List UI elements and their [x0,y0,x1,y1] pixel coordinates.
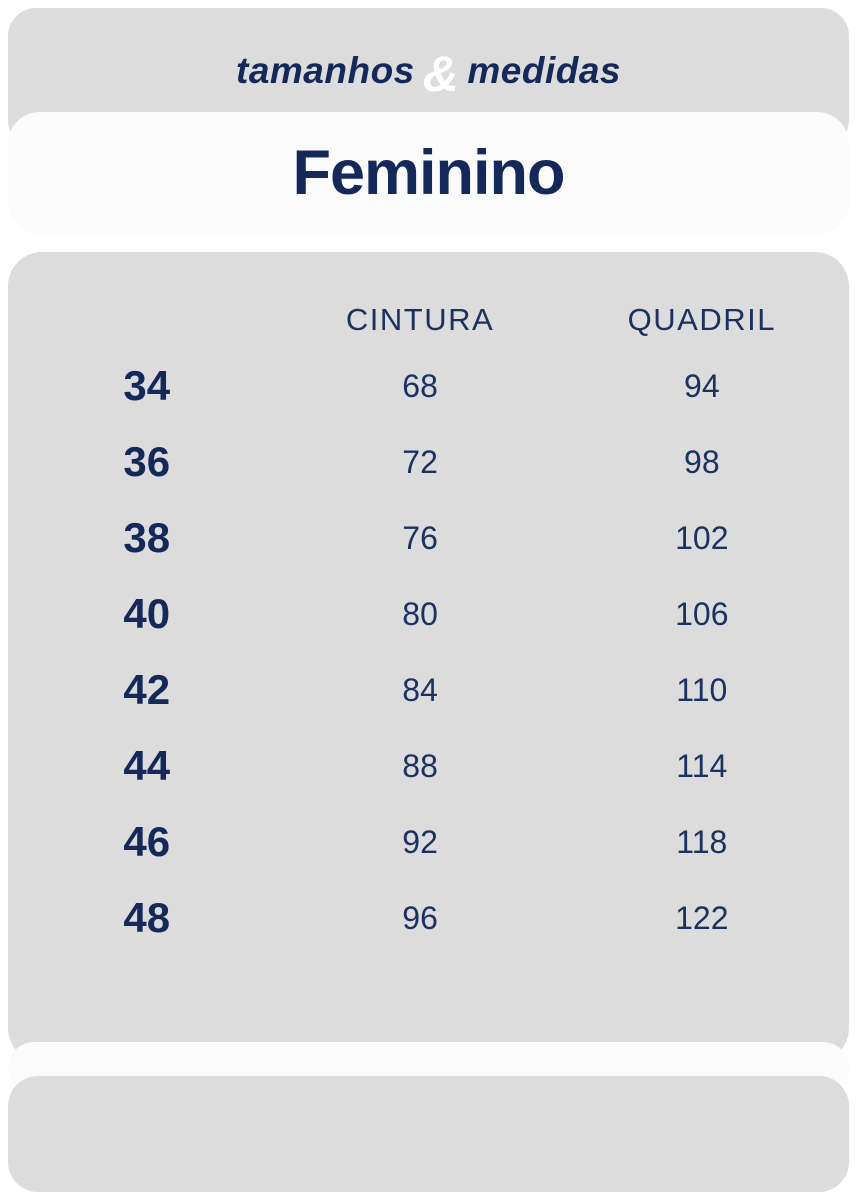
cell-hip: 94 [684,367,720,404]
table-row [8,424,849,500]
header-ampersand: & [422,46,460,102]
cell-size: 38 [123,514,171,561]
cell-size: 34 [123,362,171,409]
cell-waist: 88 [402,747,438,784]
bottom-grey-band [8,1076,849,1192]
table-header-row [8,252,849,348]
cell-size: 42 [123,666,171,713]
cell-waist: 96 [402,899,438,936]
cell-hip: 110 [676,671,728,708]
cell-waist: 72 [402,443,438,480]
column-header-size [8,252,286,348]
cell-waist: 68 [402,367,438,404]
table-header [8,252,849,348]
header-title-part1: tamanhos [236,50,415,91]
cell-hip: 98 [684,443,720,480]
cell-hip: 118 [676,823,728,860]
table-body [8,348,849,956]
cell-size: 44 [123,742,171,789]
category-card [8,112,849,234]
cell-hip: 102 [675,519,729,556]
measurements-panel [8,252,849,1062]
table-row [8,348,849,424]
header-title-part2: medidas [467,50,621,91]
table-row [8,500,849,576]
measurements-table [8,252,849,956]
column-header-waist: CINTURA [345,302,495,337]
cell-size: 36 [123,438,171,485]
table-row [8,652,849,728]
table-row [8,880,849,956]
cell-waist: 76 [402,519,438,556]
cell-hip: 106 [675,595,729,632]
cell-hip: 114 [676,747,728,784]
header-title [236,46,621,102]
table-row [8,804,849,880]
column-header-hip: QUADRIL [627,302,776,337]
cell-hip: 122 [675,899,729,936]
cell-waist: 92 [402,823,438,860]
table-row [8,576,849,652]
cell-size: 48 [123,894,171,941]
cell-waist: 80 [402,595,438,632]
category-title: Feminino [292,137,565,208]
cell-waist: 84 [402,671,438,708]
cell-size: 46 [123,818,171,865]
table-row [8,728,849,804]
cell-size: 40 [123,590,171,637]
